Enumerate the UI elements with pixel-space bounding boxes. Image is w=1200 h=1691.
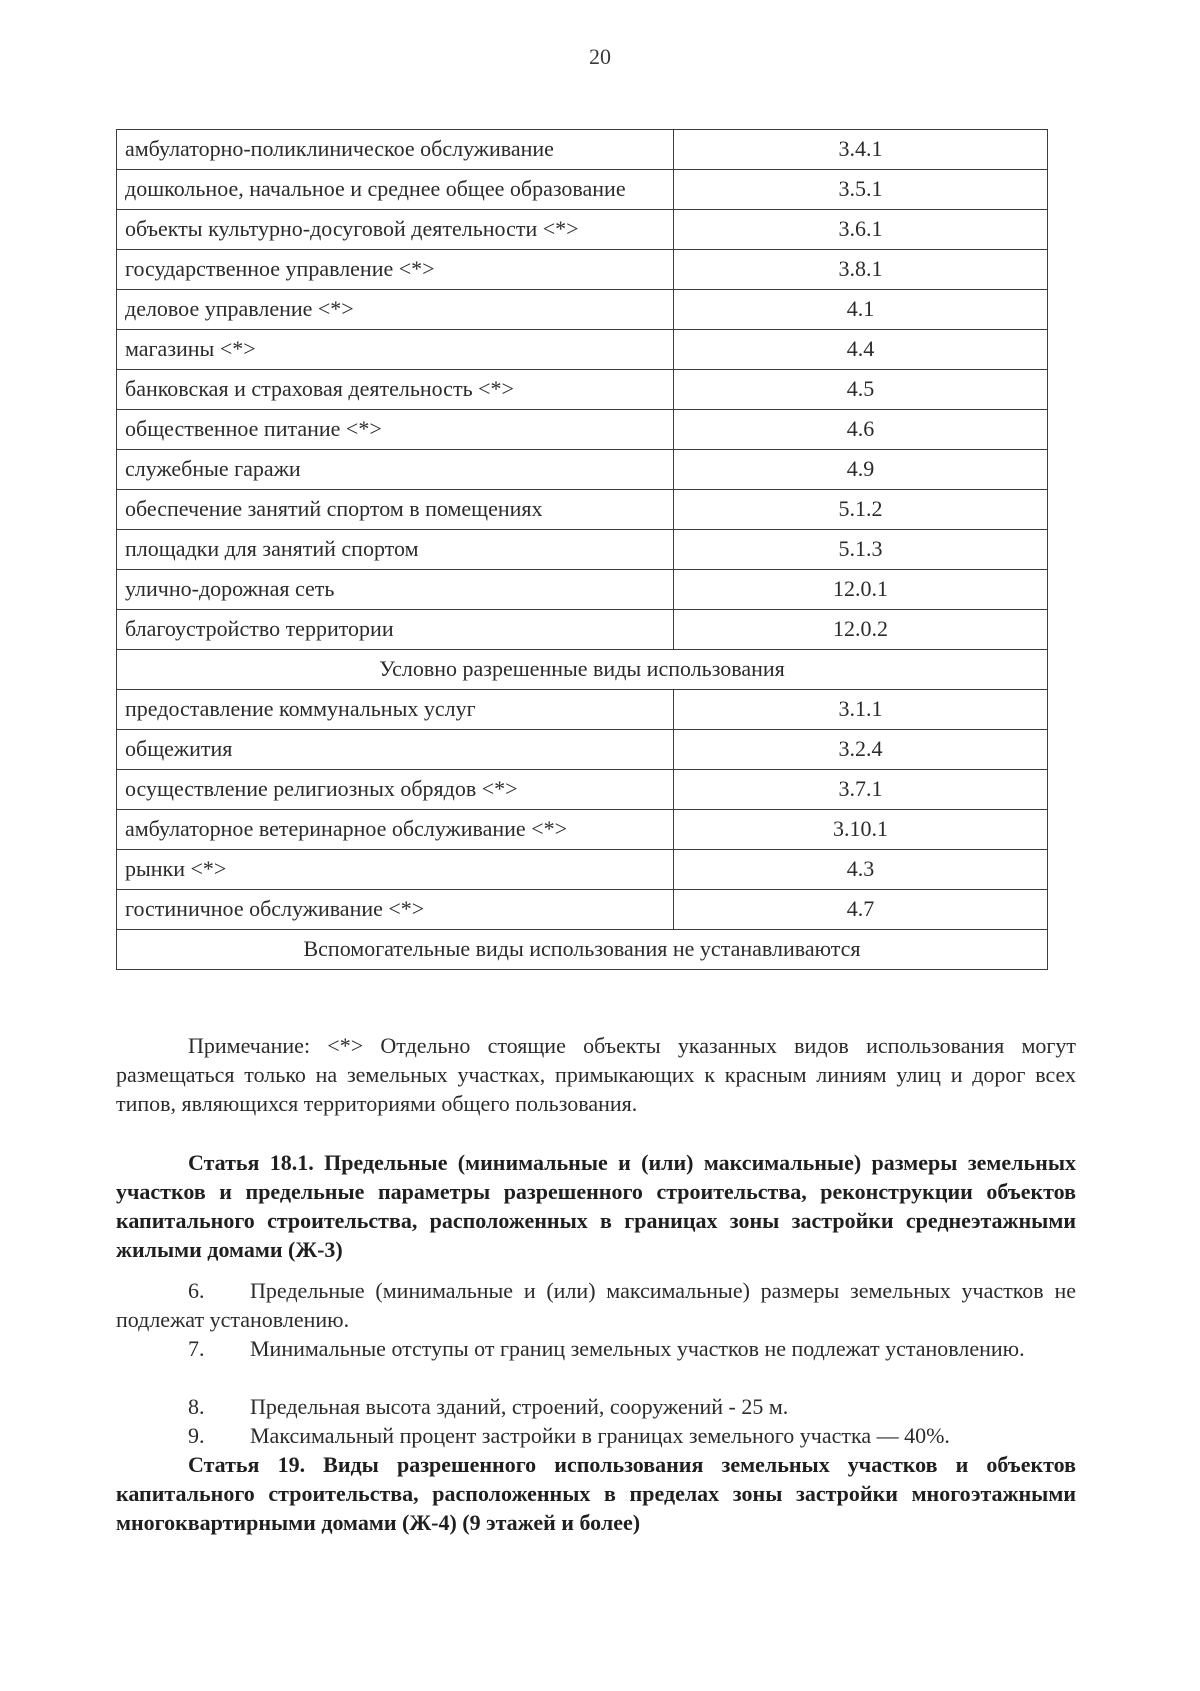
use-name: рынки <*> [117, 850, 674, 890]
use-name: амбулаторное ветеринарное обслуживание <*> [117, 810, 674, 850]
use-code: 4.3 [674, 850, 1048, 890]
table-row [117, 570, 1048, 610]
use-name: предоставление коммунальных услуг [117, 690, 674, 730]
list-item [116, 1392, 1076, 1421]
section-row [117, 930, 1048, 970]
use-code: 3.7.1 [674, 770, 1048, 810]
use-code: 3.10.1 [674, 810, 1048, 850]
list-item [116, 1276, 1076, 1334]
table-row [117, 170, 1048, 210]
use-code: 12.0.1 [674, 570, 1048, 610]
table-row [117, 250, 1048, 290]
use-name: общежития [117, 730, 674, 770]
main-uses-body [117, 130, 1048, 970]
use-name: амбулаторно-поликлиническое обслуживание [117, 130, 674, 170]
use-name: осуществление религиозных обрядов <*> [117, 770, 674, 810]
article-19-heading: Статья 19. Виды разрешенного использования земельных участков и объектов капитального строительства, расположенных в пределах зоны застройки многоэтажными многоквартирными домами (Ж-4) (9 этажей и более) [116, 1452, 1076, 1535]
use-name: магазины <*> [117, 330, 674, 370]
use-code: 3.8.1 [674, 250, 1048, 290]
table-row [117, 770, 1048, 810]
table-row [117, 330, 1048, 370]
table-row [117, 450, 1048, 490]
table-row [117, 410, 1048, 450]
use-name: деловое управление <*> [117, 290, 674, 330]
item-text: Минимальные отступы от границ земельных участков не подлежат установлению. [250, 1336, 1025, 1361]
table-row [117, 370, 1048, 410]
item-number: 9. [188, 1423, 205, 1448]
use-code: 4.9 [674, 450, 1048, 490]
use-code: 12.0.2 [674, 610, 1048, 650]
use-name: банковская и страховая деятельность <*> [117, 370, 674, 410]
table-row [117, 130, 1048, 170]
item-text: Предельная высота зданий, строений, сооружений - 25 м. [250, 1394, 789, 1419]
use-code: 4.6 [674, 410, 1048, 450]
page-number: 20 [589, 44, 611, 69]
item-number: 6. [188, 1278, 205, 1303]
use-code: 3.6.1 [674, 210, 1048, 250]
table-row [117, 290, 1048, 330]
use-code: 4.5 [674, 370, 1048, 410]
use-code: 4.1 [674, 290, 1048, 330]
use-code: 3.4.1 [674, 130, 1048, 170]
list-item [116, 1334, 1076, 1363]
use-code: 5.1.2 [674, 490, 1048, 530]
section-row [117, 650, 1048, 690]
use-code: 4.7 [674, 890, 1048, 930]
table-row [117, 210, 1048, 250]
use-name: дошкольное, начальное и среднее общее образование [117, 170, 674, 210]
use-name: обеспечение занятий спортом в помещениях [117, 490, 674, 530]
use-code: 3.1.1 [674, 690, 1048, 730]
item-text: Предельные (минимальные и (или) максимальные) размеры земельных участков не подлежат установлению. [116, 1278, 1076, 1332]
use-code: 3.2.4 [674, 730, 1048, 770]
use-code: 5.1.3 [674, 530, 1048, 570]
item-number: 7. [188, 1336, 205, 1361]
use-name: объекты культурно-досуговой деятельности <*> [117, 210, 674, 250]
use-name: площадки для занятий спортом [117, 530, 674, 570]
use-name: служебные гаражи [117, 450, 674, 490]
table-row [117, 810, 1048, 850]
permitted-uses-table [116, 129, 1048, 970]
use-name: государственное управление <*> [117, 250, 674, 290]
use-name: гостиничное обслуживание <*> [117, 890, 674, 930]
item-text: Максимальный процент застройки в границах земельного участка — 40%. [250, 1423, 950, 1448]
section-heading-conditional: Условно разрешенные виды использования [117, 650, 1048, 690]
use-code: 3.5.1 [674, 170, 1048, 210]
use-name: благоустройство территории [117, 610, 674, 650]
table-row [117, 890, 1048, 930]
table-row [117, 490, 1048, 530]
list-item [116, 1421, 1076, 1450]
item-number: 8. [188, 1394, 205, 1419]
table-footnote: Примечание: <*> Отдельно стоящие объекты указанных видов использования могут размещаться только на земельных участках, примыкающих к красным линиям улиц и дорог всех типов, являющихся территориями общего пользования. [116, 1033, 1076, 1116]
use-name: общественное питание <*> [117, 410, 674, 450]
table-row [117, 610, 1048, 650]
table-row [117, 730, 1048, 770]
table-row [117, 850, 1048, 890]
article-18-1-heading: Статья 18.1. Предельные (минимальные и (или) максимальные) размеры земельных участков и предельные параметры разрешенного строительства, реконструкции объектов капитального строительства, расположенных в границах зоны застройки среднеэтажными жилыми домами (Ж-3) [116, 1150, 1076, 1262]
use-name: улично-дорожная сеть [117, 570, 674, 610]
table-row [117, 690, 1048, 730]
use-code: 4.4 [674, 330, 1048, 370]
table-row [117, 530, 1048, 570]
section-heading-auxiliary: Вспомогательные виды использования не устанавливаются [117, 930, 1048, 970]
